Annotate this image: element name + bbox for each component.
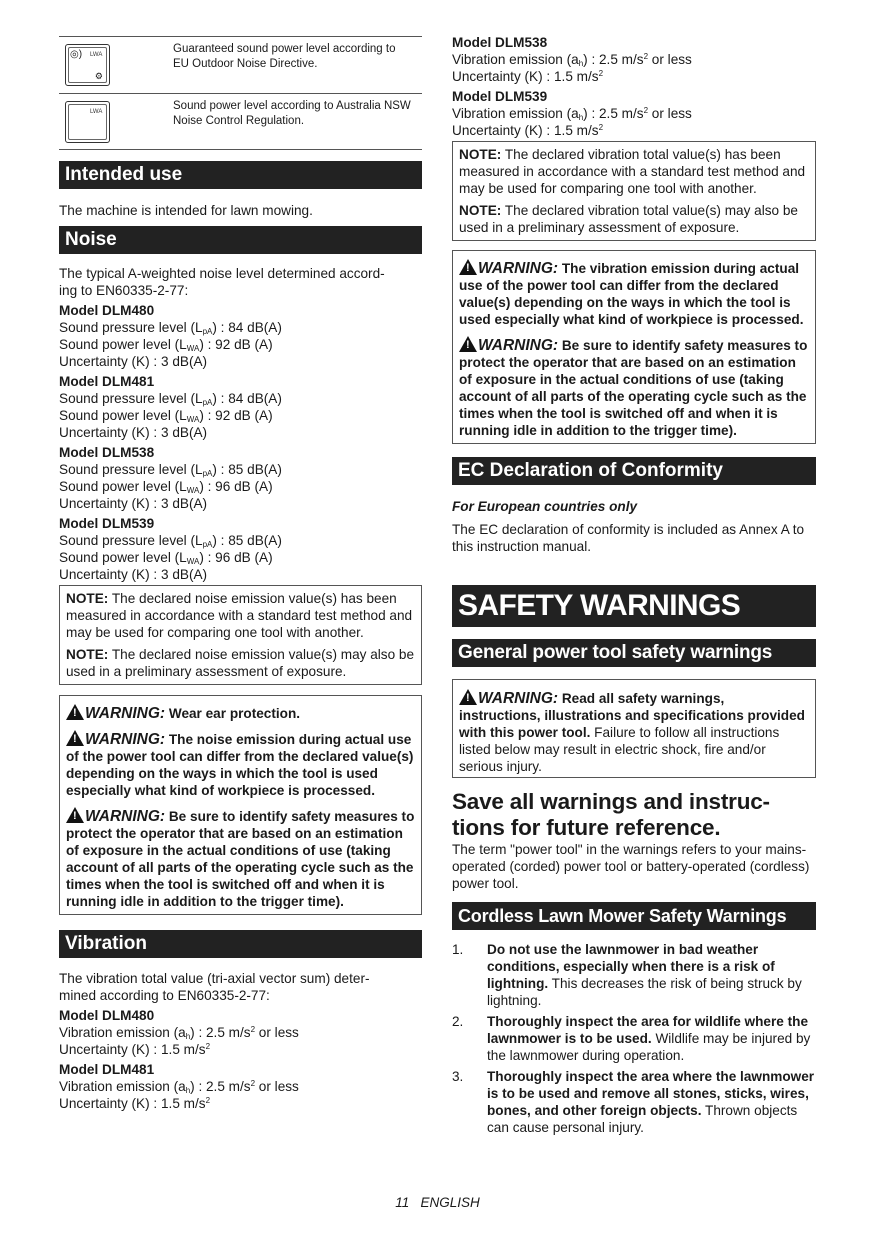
vibration-intro: The vibration total value (tri-axial vector sum) deter- mined according to EN60335-2-77: <box>59 971 370 1003</box>
warning-icon <box>66 704 84 720</box>
vibration-uncertainty: Uncertainty (K) : 1.5 $m/s^2$ <box>59 1096 211 1111</box>
item-number: 3. <box>452 1069 464 1084</box>
vibration-uncertainty: Uncertainty (K) : 1.5 $m/s^2$ <box>452 123 604 138</box>
noise-uncertainty: Uncertainty (K) : 3 dB(A) <box>59 567 208 582</box>
warning-icon <box>66 807 84 823</box>
noise-note-1: NOTE: The declared noise emission value(s) has been measured in accordance with a standard test method and may be used for comparing one tool with another. <box>66 591 413 640</box>
general-safety-heading: General power tool safety warnings <box>452 639 816 667</box>
page-footer <box>0 1194 875 1211</box>
left-column <box>59 161 422 1112</box>
sound-pressure-level: Sound pressure level $(L_{pA})$ : 84 dB(A) <box>59 320 282 336</box>
symbol-table <box>59 36 422 150</box>
lawn-mower-warning-item: 2. Thoroughly inspect the area for wildlife where the lawnmower is to be used. Wildlife may be injured by the lawnmower during operation. <box>452 1014 811 1063</box>
model-name: Model DLM539 <box>452 89 548 104</box>
noise-model-block <box>59 373 422 441</box>
symbol-row-australia <box>59 93 422 150</box>
warning-vibration-measures: !WARNING: Be sure to identify safety measures to protect the operator that are based on an estimation of exposure in the actual conditions of use (taking account of all parts of the operating cycle such as the times when the tool is switched off and when it is running idle in addition to the trigger time). <box>459 334 809 439</box>
vibration-note-2: NOTE: The declared vibration total value(s) may also be used in a preliminary assessment of exposure. <box>459 203 798 235</box>
vibration-emission: Vibration emission $(a_h)$ : 2.5 $m/s^2$ or less <box>59 1079 299 1095</box>
eu-noise-label-icon: ◎) LWA ⚙ <box>65 44 110 86</box>
sound-pressure-level: Sound pressure level $(L_{pA})$ : 85 dB(A) <box>59 533 282 549</box>
save-warnings-title: Save all warnings and instruc- tions for future reference. <box>452 789 770 840</box>
sound-power-level: Sound power level $(L_{WA})$ : 92 dB (A) <box>59 408 273 424</box>
model-name: Model DLM538 <box>452 35 548 50</box>
warning-icon <box>459 336 477 352</box>
noise-model-block <box>59 444 422 512</box>
sound-power-level: Sound power level $(L_{WA})$ : 96 dB (A) <box>59 479 273 495</box>
noise-warnings-box <box>59 695 422 915</box>
safety-warnings-heading: SAFETY WARNINGS <box>452 585 816 627</box>
vibration-emission: Vibration emission $(a_h)$ : 2.5 $m/s^2$ or less <box>452 106 692 122</box>
lawn-mower-warnings-list <box>452 941 816 1136</box>
vibration-emission: Vibration emission $(a_h)$ : 2.5 $m/s^2$ or less <box>59 1025 299 1041</box>
footer-language: ENGLISH <box>420 1195 480 1210</box>
vibration-uncertainty: Uncertainty (K) : 1.5 $m/s^2$ <box>452 69 604 84</box>
vibration-models-right <box>452 34 816 139</box>
noise-notes-box <box>59 585 422 685</box>
ec-heading: EC Declaration of Conformity <box>452 457 816 485</box>
intended-use-text: The machine is intended for lawn mowing. <box>59 203 313 218</box>
vibration-warnings-box <box>452 250 816 444</box>
intended-use-heading: Intended use <box>59 161 422 189</box>
ec-subheading: For European countries only <box>452 499 638 514</box>
model-name: Model DLM481 <box>59 1062 155 1077</box>
vibration-emission: Vibration emission $(a_h)$ : 2.5 $m/s^2$ or less <box>452 52 692 68</box>
model-name: Model DLM481 <box>59 374 155 389</box>
item-number: 1. <box>452 942 464 957</box>
item-number: 2. <box>452 1014 464 1029</box>
sound-pressure-level: Sound pressure level $(L_{pA})$ : 84 dB(A) <box>59 391 282 407</box>
vibration-heading: Vibration <box>59 930 422 958</box>
vibration-model-block <box>452 88 816 139</box>
page-number: 11 <box>395 1195 410 1210</box>
noise-intro: The typical A-weighted noise level determined accord- ing to EN60335-2-77: <box>59 266 385 298</box>
lawn-mower-warning-item: 3. Thoroughly inspect the area where the lawnmower is to be used and remove all stones, sticks, wires, bones, and other foreign objects. Thrown objects can cause personal injury. <box>452 1069 815 1135</box>
noise-model-block <box>59 302 422 370</box>
lawn-mower-heading: Cordless Lawn Mower Safety Warnings <box>452 902 816 930</box>
noise-note-2: NOTE: The declared noise emission value(s) may also be used in a preliminary assessment of exposure. <box>66 647 415 679</box>
power-tool-term-text: The term "power tool" in the warnings refers to your mains-operated (corded) power tool or battery-operated (cordless) power tool. <box>452 842 810 891</box>
symbol-row-eu <box>59 36 422 93</box>
general-warning-box <box>452 679 816 778</box>
vibration-model-block <box>452 34 816 85</box>
general-warning-text: !WARNING: Read all safety warnings, instructions, illustrations and specifications provided with this power tool. Failure to follow all instructions listed below may result in electric shock, fire and/or serious injury. <box>459 687 809 775</box>
noise-uncertainty: Uncertainty (K) : 3 dB(A) <box>59 354 208 369</box>
model-name: Model DLM538 <box>59 445 155 460</box>
warning-safety-measures: !WARNING: Be sure to identify safety measures to protect the operator that are based on an estimation of exposure in the actual conditions of use (taking account of all parts of the operating cycle such as the times when the tool is switched off and when it is running idle in addition to the trigger time). <box>66 805 415 910</box>
warning-noise-emission: !WARNING: The noise emission during actual use of the power tool can differ from the declared value(s) depending on the ways in which the tool is used especially what kind of workpiece is processed. <box>66 728 415 799</box>
symbol-description: Guaranteed sound power level according to EU Outdoor Noise Directive. <box>173 43 396 70</box>
vibration-models-left <box>59 1007 422 1112</box>
warning-icon <box>66 730 84 746</box>
lawn-mower-warning-item: 1. Do not use the lawnmower in bad weather conditions, especially when there is a risk of lightning. This decreases the risk of being struck by lightning. <box>452 942 802 1008</box>
warning-icon <box>459 259 477 275</box>
sound-power-level: Sound power level $(L_{WA})$ : 96 dB (A) <box>59 550 273 566</box>
noise-heading: Noise <box>59 226 422 254</box>
sound-pressure-level: Sound pressure level $(L_{pA})$ : 85 dB(A) <box>59 462 282 478</box>
noise-uncertainty: Uncertainty (K) : 3 dB(A) <box>59 425 208 440</box>
vibration-model-block <box>59 1061 422 1112</box>
australia-noise-label-icon: LWA <box>65 101 110 143</box>
noise-models <box>59 302 422 583</box>
model-name: Model DLM539 <box>59 516 155 531</box>
vibration-note-1: NOTE: The declared vibration total value(s) has been measured in accordance with a standard test method and may be used for comparing one tool with another. <box>459 147 806 196</box>
vibration-uncertainty: Uncertainty (K) : 1.5 $m/s^2$ <box>59 1042 211 1057</box>
warning-ear-protection: !WARNING: Wear ear protection. <box>66 702 415 722</box>
right-column <box>452 34 816 1140</box>
warning-icon <box>459 689 477 705</box>
model-name: Model DLM480 <box>59 303 155 318</box>
ec-text: The EC declaration of conformity is included as Annex A to this instruction manual. <box>452 522 805 554</box>
vibration-model-block <box>59 1007 422 1058</box>
noise-uncertainty: Uncertainty (K) : 3 dB(A) <box>59 496 208 511</box>
noise-model-block <box>59 515 422 583</box>
warning-vibration-emission: !WARNING: The vibration emission during actual use of the power tool can differ from the declared value(s) depending on the ways in which the tool is used especially what kind of workpiece is processed. <box>459 257 809 328</box>
sound-power-level: Sound power level $(L_{WA})$ : 92 dB (A) <box>59 337 273 353</box>
symbol-description: Sound power level according to Australia NSW Noise Control Regulation. <box>173 100 411 127</box>
vibration-notes-box <box>452 141 816 241</box>
model-name: Model DLM480 <box>59 1008 155 1023</box>
